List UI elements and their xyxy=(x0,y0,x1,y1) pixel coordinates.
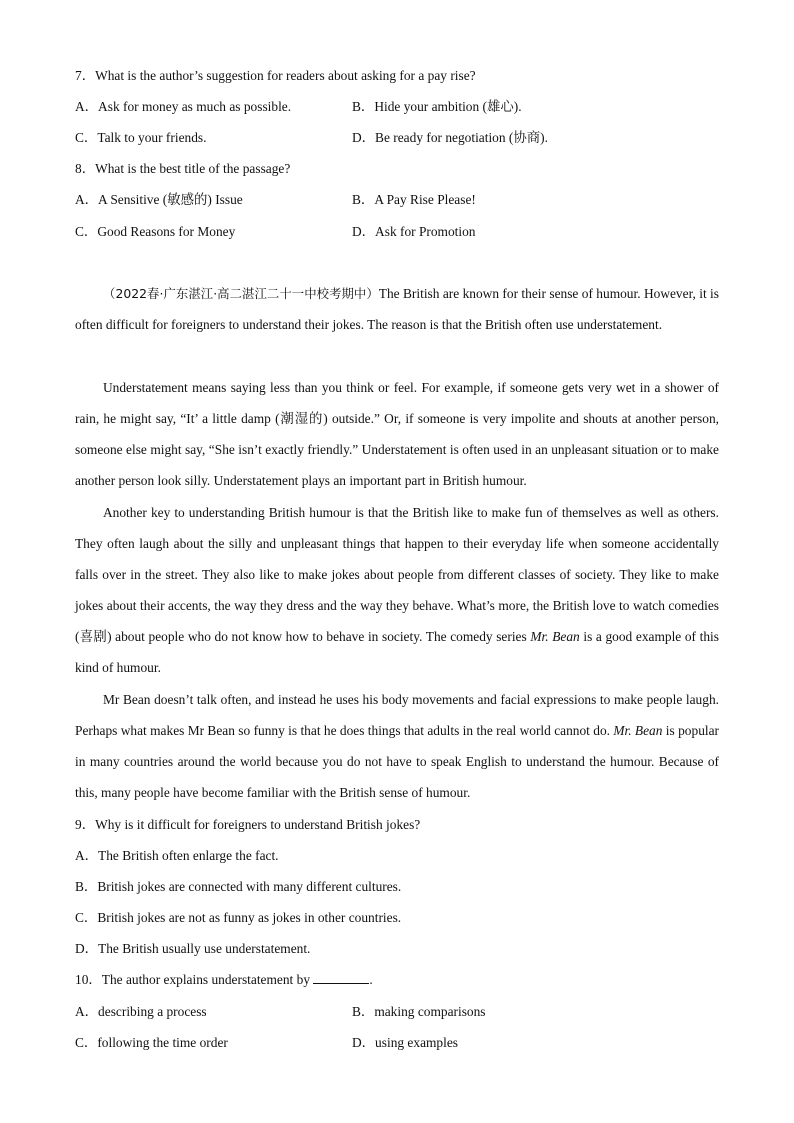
passage-paragraph-4-title: Mr. Bean xyxy=(613,723,663,739)
passage-paragraph-3 xyxy=(75,497,719,684)
passage-paragraph-3-text: Another key to understanding British humour is that the British like to make fun of themselves as well as others. They often laugh about the silly and unpleasant things that happen to their everyday life when someone accidentally falls over in the street. They also like to make jokes about people from different classes of society. They like to make jokes about their accents, the way they dress and the way they behave. What’s more, the British love to watch comedies (喜剧) about people who do not know how to behave in society. The comedy series xyxy=(75,505,719,645)
question-7-option-d: D．Be ready for negotiation (协商). xyxy=(352,130,548,145)
question-10-option-b: B．making comparisons xyxy=(352,1004,486,1019)
answer-blank xyxy=(313,973,369,984)
question-9-option-a: A．The British often enlarge the fact. xyxy=(75,848,279,863)
passage-paragraph-2-text: Understatement means saying less than you think or feel. For example, if someone gets very wet in a shower of rain, he might say, “It’ a little damp (潮湿的) outside.” Or, if someone is very impolite and shouts at another person, someone else might say, “She isn’t exactly friendly.” Understatement is often used in an unpleasant situation or to make another person look silly. Understatement plays an important part in British humour. xyxy=(75,380,719,489)
question-7-stem: 7．What is the author’s suggestion for readers about asking for a pay rise? xyxy=(75,68,476,83)
question-8-option-c: C．Good Reasons for Money xyxy=(75,224,236,239)
question-8-option-d: D．Ask for Promotion xyxy=(352,224,476,239)
question-7-option-c: C．Talk to your friends. xyxy=(75,130,207,145)
passage-paragraph-1-text: The British are known for their sense of humour. However, it is often difficult for foreigners to understand their jokes. The reason is that the British often use understatement. xyxy=(75,286,719,333)
question-10-stem xyxy=(75,971,373,989)
passage-source: （2022春·广东湛江·高二湛江二十一中校考期中） xyxy=(103,286,379,301)
question-7-option-a: A．Ask for money as much as possible. xyxy=(75,99,292,114)
question-9-option-c: C．British jokes are not as funny as jokes in other countries. xyxy=(75,910,402,925)
passage-paragraph-3-title: Mr. Bean xyxy=(530,629,580,645)
passage-paragraph-2 xyxy=(75,372,719,496)
passage-paragraph-1 xyxy=(75,278,719,340)
passage-paragraph-4-end: is popular in many countries around the world because you do not have to speak English to understand the humour. Because of this, many people have become familiar with the British sense of humour. xyxy=(75,723,720,801)
question-10-option-a: A．describing a process xyxy=(75,1004,207,1019)
question-10-option-d: D．using examples xyxy=(352,1035,458,1050)
passage-paragraph-4 xyxy=(75,684,719,808)
question-10-option-c: C．following the time order xyxy=(75,1035,228,1050)
question-10-stem-text: 10．The author explains understatement by xyxy=(75,972,314,987)
question-8-option-a: A．A Sensitive (敏感的) Issue xyxy=(75,192,243,207)
question-7-option-b: B．Hide your ambition (雄心). xyxy=(352,99,522,114)
passage-paragraph-3-end: is a good example of this kind of humour. xyxy=(75,629,719,676)
question-10-stem-end: . xyxy=(369,972,373,987)
question-9-option-d: D．The British usually use understatement. xyxy=(75,941,311,956)
passage-paragraph-4-text: Mr Bean doesn’t talk often, and instead he uses his body movements and facial expressions to make people laugh. Perhaps what makes Mr Bean so funny is that he does things that adults in the real world cannot do. xyxy=(75,692,719,739)
question-8-stem: 8．What is the best title of the passage? xyxy=(75,161,291,176)
question-8-option-b: B．A Pay Rise Please! xyxy=(352,192,476,207)
question-9-stem: 9．Why is it difficult for foreigners to understand British jokes? xyxy=(75,817,421,832)
question-9-option-b: B．British jokes are connected with many different cultures. xyxy=(75,879,402,894)
